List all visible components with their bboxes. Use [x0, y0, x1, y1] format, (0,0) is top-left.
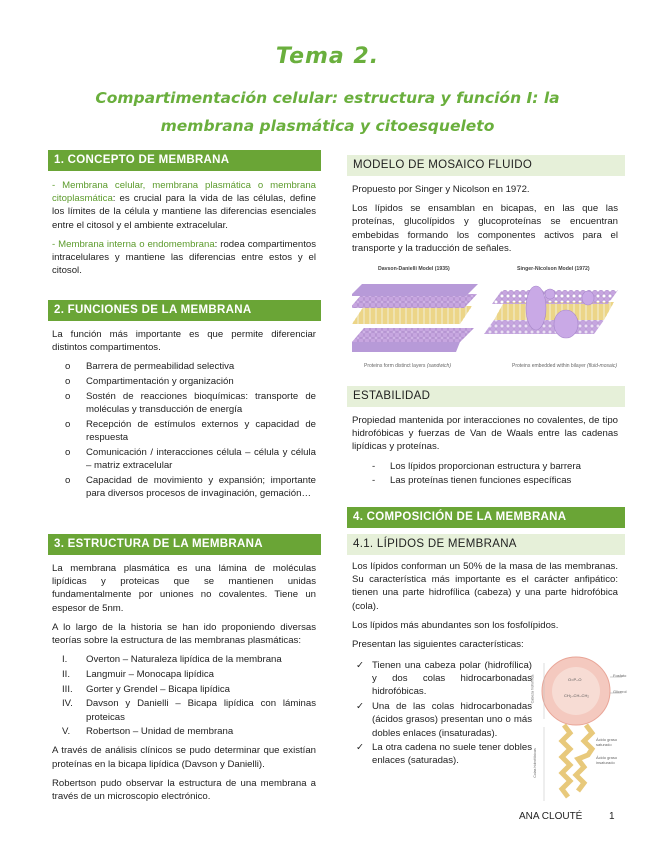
list-item: ✓ Una de las colas hidrocarbonadas (ácidos grasos) presentan uno o más dobles enlaces (insaturadas).: [356, 701, 532, 739]
list-item: V. Robertson – Unidad de membrana: [62, 726, 234, 738]
section-2-heading: 2. FUNCIONES DE LA MEMBRANA: [48, 300, 321, 321]
label-acido-saturado: Ácido graso saturado: [596, 737, 618, 747]
section-4-1-heading: 4.1. LÍPIDOS DE MEMBRANA: [347, 534, 625, 555]
section-3-body: [52, 562, 316, 809]
page-title: Tema 2.: [275, 44, 380, 69]
sandwich-caption: Proteins form distinct layers (sandwich): [364, 363, 451, 369]
structure-paragraph-4: Robertson pudo observar la estructura de una membrana a través de un microscopio electrónico.: [52, 777, 316, 803]
mosaic-caption: Proteins embedded within bilayer (fluid-mosaic): [512, 363, 618, 369]
membrane-models-drawing: [352, 272, 620, 372]
list-item: III. Gorter y Grendel – Bicapa lipídica: [62, 683, 230, 695]
label-acido-insaturado: Ácido graso insaturado: [596, 755, 618, 765]
davson-danielli-title: Davson-Danielli Model (1935): [378, 266, 450, 272]
label-colas: Colas hidrofóbicas: [532, 748, 537, 778]
concept-term-1: - Membrana celular, membrana plasmática o membrana citoplasmática: [52, 180, 316, 205]
list-item: IV. Davson y Danielli – Bicapa lipídica con láminas proteicas: [62, 698, 316, 723]
list-item: - Las proteínas tienen funciones específicas: [372, 475, 572, 487]
mosaic-heading: MODELO DE MOSAICO FLUIDO: [347, 155, 625, 176]
structure-paragraph-1: La membrana plasmática es una lámina de moléculas lipídicas y proteicas que se mantienen unidas fundamentalmente por uniones no covalentes. Tiene un espesor de 5nm.: [52, 563, 316, 614]
list-item: o Sostén de reacciones bioquímicas: transporte de moléculas y transducción de energía: [65, 390, 316, 416]
lipids-paragraph-2: Los lípidos más abundantes son los fosfolípidos.: [352, 619, 559, 631]
list-item: I. Overton – Naturaleza lipídica de la membrana: [62, 654, 282, 666]
section-1-body: [52, 179, 316, 283]
label-glicerol: Glicerol: [613, 689, 627, 694]
structure-paragraph-2: A lo largo de la historia se han ido proponiendo diversas teorías sobre la estructura de las membranas plasmáticas:: [52, 621, 316, 647]
section-1-heading: 1. CONCEPTO DE MEMBRANA: [48, 150, 321, 171]
svg-text:O=P–O: O=P–O: [568, 677, 582, 682]
concept-term-2: - Membrana interna o endomembrana: [52, 238, 215, 250]
singer-nicolson-title: Singer-Nicolson Model (1972): [517, 266, 590, 272]
mosaic-paragraph-1: Propuesto por Singer y Nicolson en 1972.: [352, 184, 530, 195]
subtitle-line-2: membrana plasmática y citoesqueleto: [160, 117, 495, 135]
mosaic-paragraph-2: Los lípidos se ensamblan en bicapas, en las que las proteínas, glucolípidos y glucoproteínas se encuentran embebidas formando los componentes activos para el transporte y la traducción de señales.: [352, 203, 618, 254]
list-item: o Capacidad de movimiento y expansión; importante para diversos procesos de invaginación, gemación…: [65, 474, 316, 499]
list-item: o Recepción de estímulos externos y capacidad de respuesta: [65, 418, 316, 443]
list-item: II. Langmuir – Monocapa lipídica: [62, 668, 214, 680]
theories-list: [52, 653, 316, 738]
list-item: ✓ La otra cadena no suele tener dobles enlaces (saturadas).: [356, 742, 532, 767]
list-item: ✓ Tienen una cabeza polar (hidrofílica) y dos colas hidrocarbonadas hidrofóbicas.: [356, 660, 532, 698]
section-4-body: [352, 560, 618, 657]
functions-list: [52, 360, 316, 500]
label-cabeza: Cabeza hidrofílica: [530, 674, 535, 704]
fluid-mosaic-model: [484, 286, 618, 338]
membrane-models-figure: [352, 262, 620, 374]
subtitle-line-1: Compartimentación celular: estructura y función I: la: [95, 89, 560, 107]
list-item: o Comunicación / interacciones célula – célula y célula – matriz extracelular: [65, 446, 316, 471]
concept-paragraph-2: [52, 238, 316, 278]
page-subtitle: [0, 84, 655, 140]
concept-text-2: : rodea compartimentos intracelulares y mantiene las diferencias entre estos y el citosol.: [52, 238, 316, 277]
stability-paragraph: Propiedad mantenida por interacciones no covalentes, de tipo hidrofóbicas y fuerzas de Van de Waals entre las cadenas lipídicas y proteínas.: [352, 415, 618, 453]
section-3-heading: 3. ESTRUCTURA DE LA MEMBRANA: [48, 534, 321, 555]
stability-list: [352, 460, 618, 488]
stability-heading: ESTABILIDAD: [347, 386, 625, 407]
mosaic-body: [352, 183, 618, 261]
concept-text-1: : es crucial para la vida de las células, define los límites de la célula y mantiene las diferencias esenciales entre el citosol y el ambiente extracelular.: [52, 193, 316, 231]
list-item: o Barrera de permeabilidad selectiva: [65, 361, 235, 373]
functions-intro: La función más importante es que permite diferenciar distintos compartimentos.: [52, 329, 316, 354]
phospholipid-figure: [530, 655, 630, 805]
lipids-paragraph-3: Presentan las siguientes características:: [352, 639, 524, 651]
section-4-heading: 4. COMPOSICIÓN DE LA MEMBRANA: [347, 507, 625, 528]
stability-body: [352, 414, 618, 494]
section-2-body: [52, 328, 316, 506]
structure-paragraph-3: A través de análisis clínicos se pudo determinar que existían proteínas en la bicapa lipídica (Davson y Danielli).: [52, 745, 316, 770]
sandwich-model: [352, 284, 478, 352]
footer-author: ANA CLOUTÉ: [519, 811, 583, 822]
svg-text:CH₂–CH–CH₂: CH₂–CH–CH₂: [564, 693, 589, 698]
lipids-paragraph-1: Los lípidos conforman un 50% de la masa de las membranas. Su característica más importante es el carácter anfipático: tienen una parte hidrofílica (cabeza) y una parte hidrofóbica (cola).: [352, 561, 618, 612]
label-fosfato: Fosfato: [613, 673, 627, 678]
list-item: o Compartimentación y organización: [65, 376, 234, 388]
concept-paragraph-1: [52, 179, 316, 232]
list-item: - Los lípidos proporcionan estructura y barrera: [372, 460, 581, 472]
page-number: 1: [609, 811, 615, 822]
